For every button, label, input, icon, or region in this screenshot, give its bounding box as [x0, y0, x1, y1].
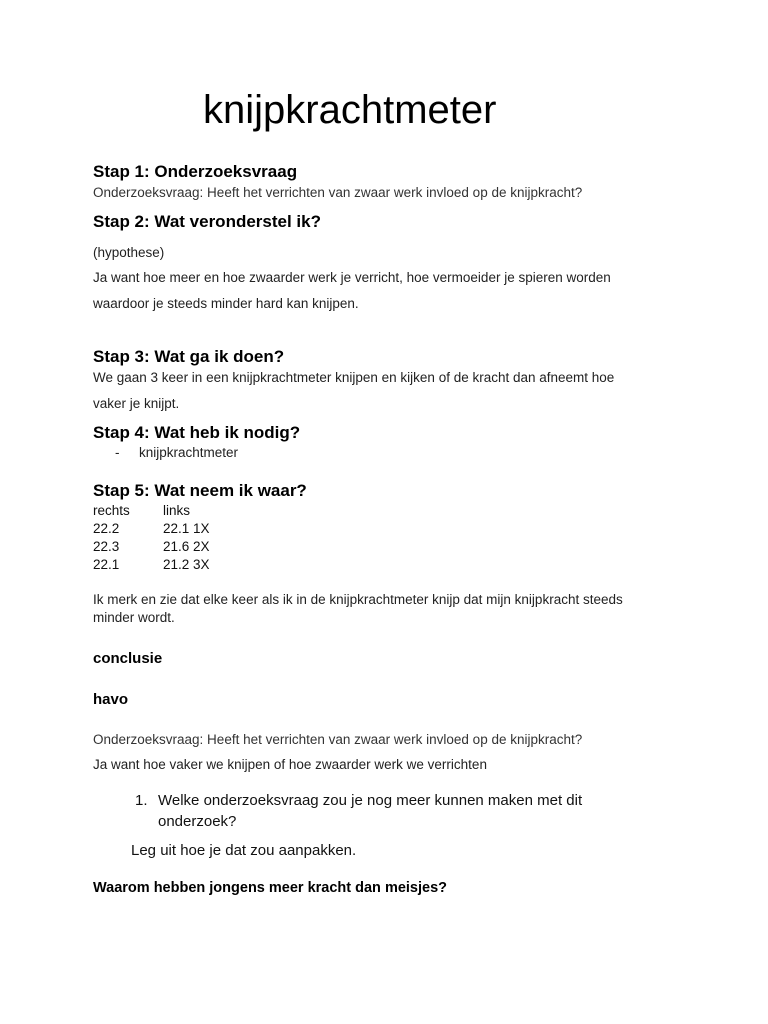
- table-header-rechts: rechts: [93, 503, 130, 518]
- stap4-heading: Stap 4: Wat heb ik nodig?: [93, 423, 301, 442]
- table-header-links: links: [163, 503, 191, 518]
- table-cell-links-1: 22.1 1X: [163, 521, 210, 536]
- page-title: knijpkrachtmeter: [203, 88, 497, 132]
- table-cell-rechts-1: 22.2: [93, 521, 120, 536]
- list-line1: Welke onderzoeksvraag zou je nog meer kunnen maken met dit: [158, 792, 583, 809]
- table-cell-links-3: 21.2 3X: [163, 557, 210, 572]
- stap2-line2: waardoor je steeds minder hard kan knijpen.: [93, 296, 359, 311]
- list-line2: onderzoek?: [158, 813, 237, 830]
- list-number: 1.: [135, 792, 148, 809]
- table-cell-rechts-2: 22.3: [93, 539, 120, 554]
- stap1-text: Onderzoeksvraag: Heeft het verrichten van zwaar werk invloed op de knijpkracht?: [93, 185, 583, 200]
- stap3-line2: vaker je knijpt.: [93, 396, 180, 411]
- stap3-heading: Stap 3: Wat ga ik doen?: [93, 347, 285, 366]
- havo-heading: havo: [93, 691, 129, 708]
- stap2-heading: Stap 2: Wat veronderstel ik?: [93, 212, 321, 231]
- stap5-heading: Stap 5: Wat neem ik waar?: [93, 481, 307, 500]
- stap3-line1: We gaan 3 keer in een knijpkrachtmeter knijpen en kijken of de kracht dan afneemt hoe: [93, 370, 615, 385]
- stap4-item: knijpkrachtmeter: [139, 445, 239, 460]
- stap2-line1: Ja want hoe meer en hoe zwaarder werk je verricht, hoe vermoeider je spieren worden: [93, 270, 611, 285]
- stap2-label: (hypothese): [93, 245, 165, 260]
- final-question: Waarom hebben jongens meer kracht dan meisjes?: [93, 880, 448, 896]
- table-cell-rechts-3: 22.1: [93, 557, 120, 572]
- havo-answer: Ja want hoe vaker we knijpen of hoe zwaarder werk we verrichten: [93, 757, 487, 772]
- observation-line1: Ik merk en zie dat elke keer als ik in de knijpkrachtmeter knijp dat mijn knijpkracht steeds: [93, 592, 623, 607]
- observation-line2: minder wordt.: [93, 610, 175, 625]
- stap1-heading: Stap 1: Onderzoeksvraag: [93, 162, 298, 181]
- havo-question: Onderzoeksvraag: Heeft het verrichten van zwaar werk invloed op de knijpkracht?: [93, 732, 583, 747]
- list-follow: Leg uit hoe je dat zou aanpakken.: [131, 842, 357, 859]
- conclusie-heading: conclusie: [93, 650, 163, 667]
- stap4-bullet: -: [115, 445, 120, 460]
- table-cell-links-2: 21.6 2X: [163, 539, 210, 554]
